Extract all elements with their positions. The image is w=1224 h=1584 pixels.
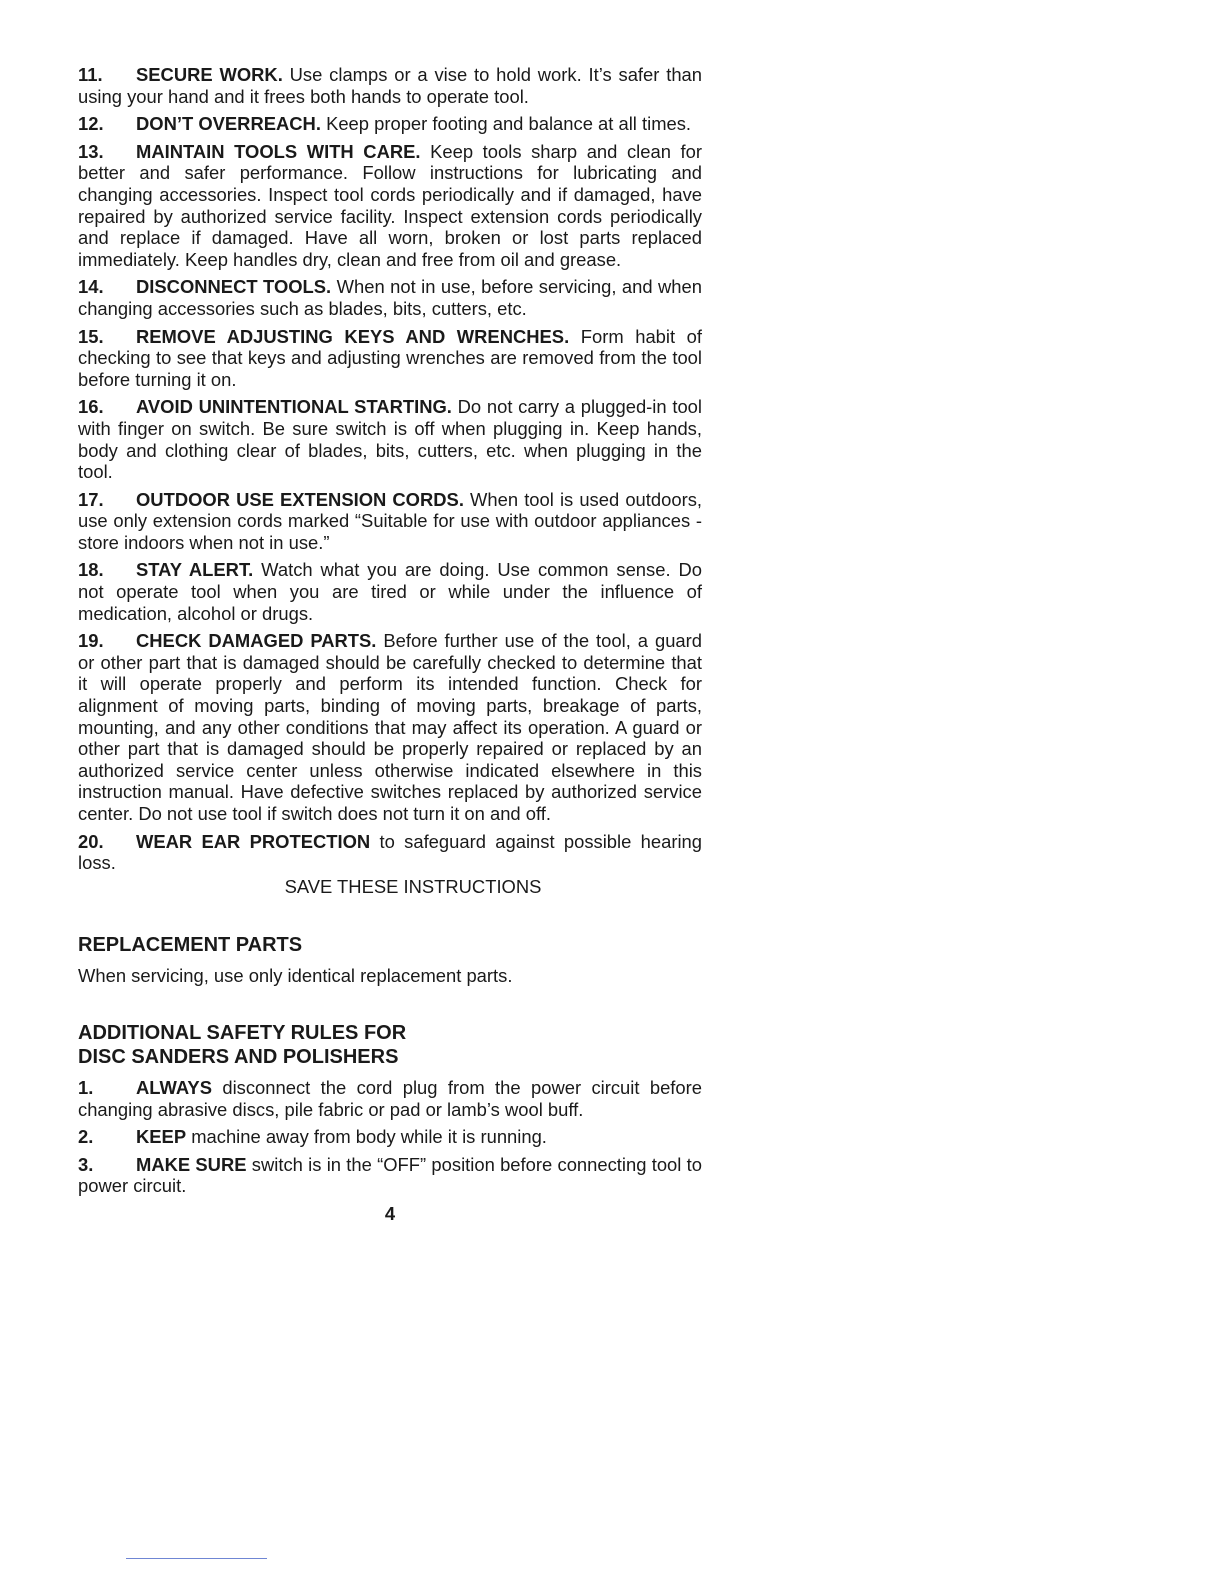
page-number: 4 (384, 1202, 396, 1224)
rule-number: 2. (78, 1126, 94, 1148)
rule-number: 3. (78, 1153, 94, 1175)
rule-text: switch is in the “OFF” position before connecting tool to power circuit. (78, 1153, 702, 1197)
rule-heading: OUTDOOR USE EXTENSION CORDS. (136, 488, 464, 510)
rule-text: Before further use of the tool, a guard or other part that is damaged should be carefully checked to determine that it will operate properly and perform its intended function. Check for alignment of moving parts, binding of moving parts, breakage of parts, mounting, and any other conditions that may affect its operation. A guard or other part that is damaged should be properly repaired or replaced by an authorized service center unless otherwise indicated elsewhere in this instruction manual. Have defective switches replaced by authorized service center. Do not use tool if switch does not turn it on and off. (78, 630, 702, 824)
rule-number: 20. (78, 830, 104, 852)
rule-heading: CHECK DAMAGED PARTS. (136, 630, 377, 652)
rule-18 (78, 559, 702, 624)
footer-divider (126, 1558, 267, 1559)
rule-heading: REMOVE ADJUSTING KEYS AND WRENCHES. (136, 325, 570, 347)
additional-rule-1 (78, 1077, 702, 1120)
rule-text: Do not carry a plugged-in tool with finger on switch. Be sure switch is off when plugging in. Keep hands, body and clothing clear of blades, bits, cutters, etc. when plugging in the tool. (78, 396, 702, 483)
rule-14 (78, 276, 702, 319)
rule-number: 15. (78, 325, 104, 347)
rule-text: disconnect the cord plug from the power circuit before changing abrasive discs, pile fabric or pad or lamb’s wool buff. (78, 1076, 702, 1120)
rule-heading: KEEP (136, 1126, 187, 1148)
rule-12 (78, 113, 702, 135)
rule-text: Keep tools sharp and clean for better and safer performance. Follow instructions for lubricating and changing accessories. Inspect tool cords periodically and if damaged, have repaired by authorized service facility. Inspect extension cords periodically and replace if damaged. Have all worn, broken or lost parts replaced immediately. Keep handles dry, clean and free from oil and grease. (78, 140, 702, 270)
rule-heading: STAY ALERT. (136, 559, 254, 581)
rule-text: Keep proper footing and balance at all times. (320, 113, 692, 135)
save-instructions: SAVE THESE INSTRUCTIONS (284, 875, 542, 897)
rule-heading: MAINTAIN TOOLS WITH CARE. (136, 140, 421, 162)
additional-rule-3 (78, 1154, 702, 1197)
additional-rules-title (78, 1021, 702, 1069)
rule-number: 17. (78, 488, 104, 510)
rule-16 (78, 396, 702, 482)
rule-text: Form habit of checking to see that keys and adjusting wrenches are removed from the tool before turning it on. (78, 325, 703, 390)
rule-heading: ALWAYS (136, 1076, 212, 1098)
rule-heading: WEAR EAR PROTECTION (136, 830, 371, 852)
rule-number: 13. (78, 140, 104, 162)
additional-title-line-1: ADDITIONAL SAFETY RULES FOR (78, 1021, 407, 1044)
rule-text: When tool is used outdoors, use only extension cords marked “Suitable for use with outdoor appliances - store indoors when not in use.” (78, 488, 702, 553)
replacement-parts-title: REPLACEMENT PARTS (78, 934, 303, 957)
rule-text: to safeguard against possible hearing loss. (78, 830, 702, 874)
rule-number: 12. (78, 113, 104, 135)
rule-number: 11. (78, 64, 103, 85)
rule-heading: AVOID UNINTENTIONAL STARTING. (136, 396, 452, 418)
rule-20 (78, 831, 702, 874)
additional-rule-2 (78, 1126, 702, 1148)
rule-heading: DON’T OVERREACH. (136, 113, 321, 135)
rule-heading: MAKE SURE (136, 1153, 247, 1175)
rule-text: When not in use, before servicing, and when changing accessories such as blades, bits, cutters, etc. (78, 276, 702, 319)
rule-number: 16. (78, 396, 104, 418)
rule-13 (78, 141, 702, 271)
rule-text: Use clamps or a vise to hold work. It’s safer than using your hand and it frees both hands to operate tool. (78, 64, 702, 107)
rule-17 (78, 489, 702, 554)
rule-text: machine away from body while it is running. (186, 1126, 547, 1148)
manual-page (78, 64, 702, 1225)
rule-number: 18. (78, 559, 104, 581)
rule-number: 1. (78, 1076, 94, 1098)
rule-11 (78, 64, 702, 107)
rule-15 (78, 326, 702, 391)
rule-19 (78, 630, 702, 824)
rule-heading: DISCONNECT TOOLS. (136, 276, 332, 298)
rule-heading: SECURE WORK. (136, 64, 283, 85)
rule-text: Watch what you are doing. Use common sense. Do not operate tool when you are tired or while under the influence of medication, alcohol or drugs. (78, 559, 702, 624)
rule-number: 19. (78, 630, 104, 652)
rule-number: 14. (78, 276, 104, 298)
replacement-parts-text: When servicing, use only identical replacement parts. (78, 965, 513, 987)
additional-title-line-2: DISC SANDERS AND POLISHERS (78, 1045, 399, 1068)
